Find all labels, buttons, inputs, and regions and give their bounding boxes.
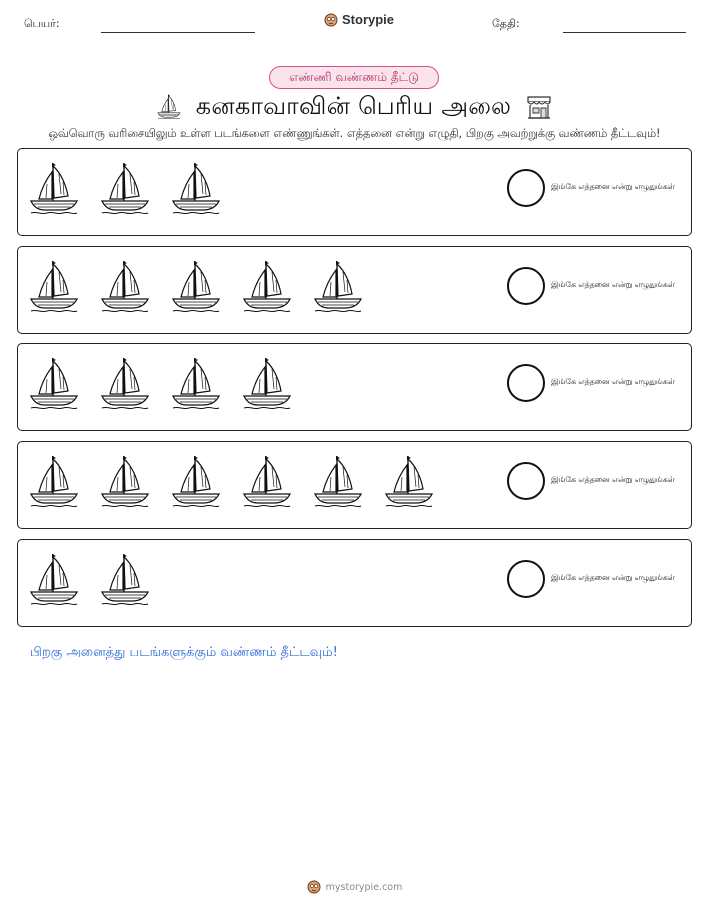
boat-group [28,355,312,413]
answer-circle[interactable] [507,267,545,305]
answer-hint: இங்கே எத்தனை என்று எழுதுங்கள் [551,279,675,289]
boat-group [28,551,170,609]
sailboat-icon[interactable] [28,551,80,609]
sailboat-icon[interactable] [99,160,151,218]
sailboat-icon[interactable] [170,258,222,316]
answer-hint: இங்கே எத்தனை என்று எழுதுங்கள் [551,377,675,387]
answer-circle[interactable] [507,364,545,402]
brand [324,12,394,27]
sailboat-icon[interactable] [28,258,80,316]
answer-circle[interactable] [507,560,545,598]
activity-badge: எண்ணி வண்ணம் தீட்டு [269,66,439,89]
answer-circle[interactable] [507,169,545,207]
count-row [17,343,692,431]
sailboat-icon[interactable] [241,258,293,316]
sailboat-icon[interactable] [383,453,435,511]
sailboat-icon[interactable] [28,160,80,218]
site-url[interactable]: mystorypie.com [325,881,403,893]
answer-hint: இங்கே எத்தனை என்று எழுதுங்கள் [551,475,675,485]
sailboat-icon[interactable] [99,453,151,511]
sailboat-icon[interactable] [28,453,80,511]
site-footer [0,880,709,894]
count-row [17,441,692,529]
boat-group [28,453,454,511]
sailboat-icon[interactable] [170,355,222,413]
answer-circle[interactable] [507,462,545,500]
name-field-line[interactable] [101,32,255,33]
count-row [17,246,692,334]
storypie-logo-icon [324,13,338,27]
name-label: பெயர்: [24,17,60,30]
sailboat-icon[interactable] [312,453,364,511]
sailboat-icon [156,93,182,121]
sailboat-icon[interactable] [312,258,364,316]
sailboat-icon[interactable] [170,160,222,218]
count-row [17,148,692,236]
brand-name: Storypie [342,12,395,27]
sailboat-icon[interactable] [99,258,151,316]
date-field-line[interactable] [563,32,686,33]
storypie-logo-icon [307,880,321,894]
date-label: தேதி: [492,17,520,30]
boat-group [28,160,241,218]
boat-group [28,258,383,316]
sailboat-icon[interactable] [99,355,151,413]
title-row [0,92,709,122]
sailboat-icon[interactable] [241,355,293,413]
sailboat-icon[interactable] [99,551,151,609]
sailboat-icon[interactable] [170,453,222,511]
instructions: ஒவ்வொரு வரிசையிலும் உள்ள படங்களை எண்ணுங்கள். எத்தனை என்று எழுதி, பிறகு அவற்றுக்கு வண்ணம் தீட்டவும்! [48,127,661,140]
footer-note: பிறகு அனைத்து படங்களுக்கும் வண்ணம் தீட்டவும்! [30,645,338,660]
answer-hint: இங்கே எத்தனை என்று எழுதுங்கள் [551,572,675,582]
answer-hint: இங்கே எத்தனை என்று எழுதுங்கள் [551,182,675,191]
shop-icon [525,93,553,121]
sailboat-icon[interactable] [241,453,293,511]
sailboat-icon[interactable] [28,355,80,413]
page-title: கனகாவாவின் பெரிய அலை [195,91,512,120]
count-row [17,539,692,627]
